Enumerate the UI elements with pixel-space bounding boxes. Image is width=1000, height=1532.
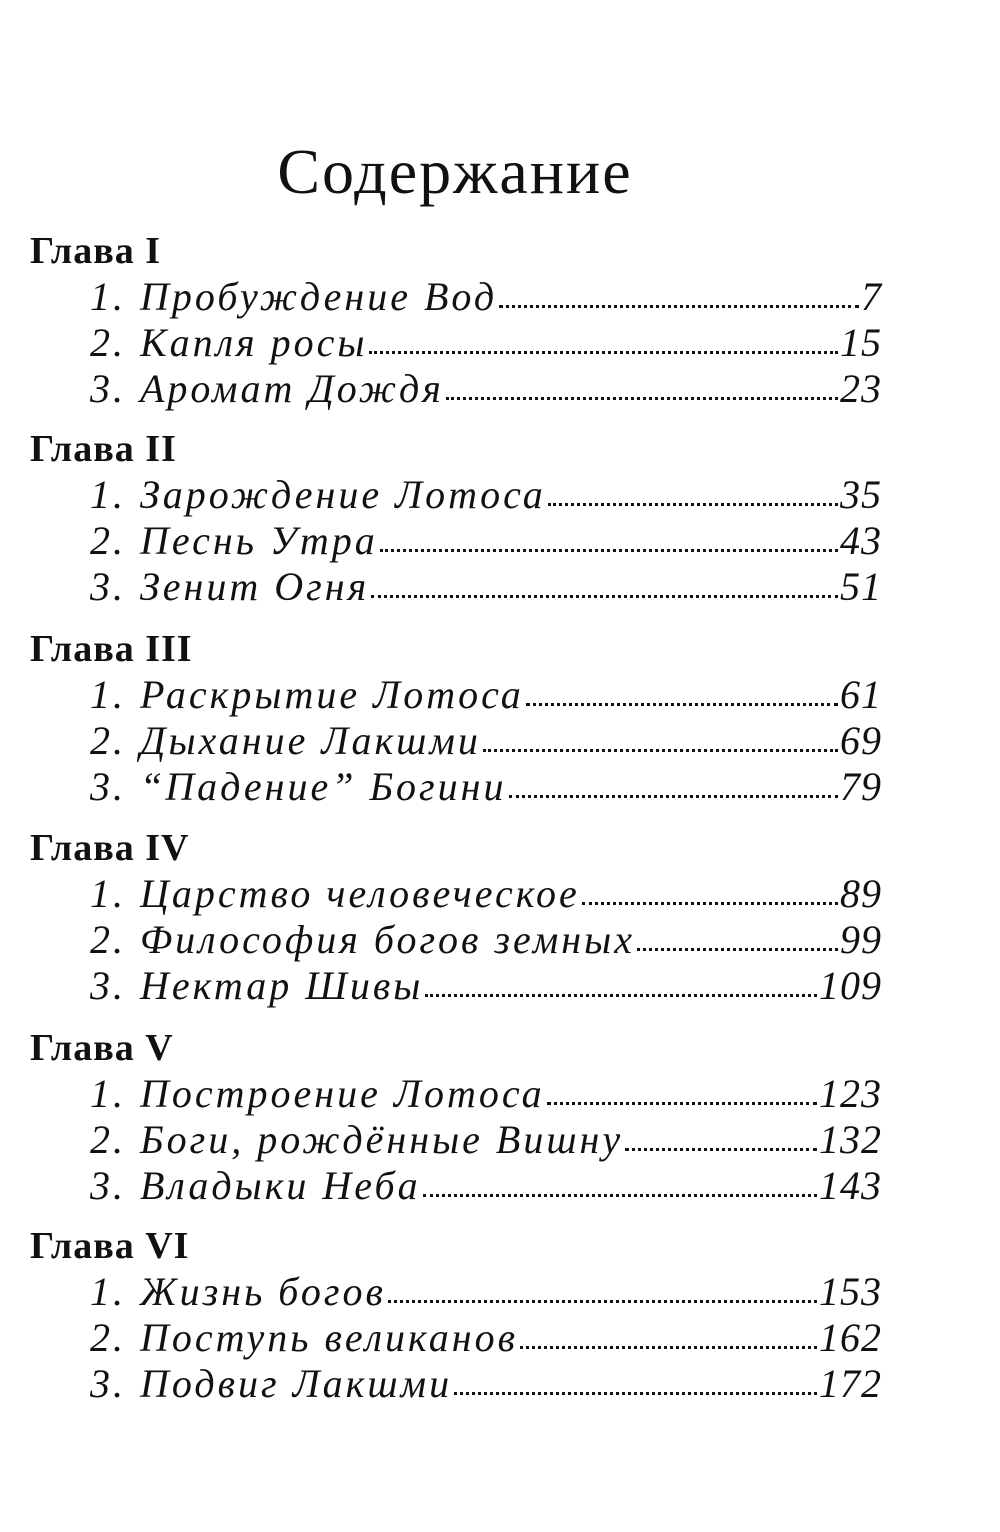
entry-title: Жизнь богов: [140, 1269, 386, 1314]
chapter-2: [30, 426, 890, 610]
entry-title: Зарождение Лотоса: [140, 472, 546, 517]
chapter-heading: Глава VI: [30, 1225, 190, 1267]
dot-leader: [526, 703, 838, 706]
dot-leader: [454, 1392, 817, 1395]
entry-title: Царство человеческое: [140, 871, 580, 916]
entry-number: 2.: [90, 518, 126, 563]
toc-entry[interactable]: [90, 564, 882, 610]
toc-entry[interactable]: [90, 1163, 882, 1209]
entry-title: Пробуждение Вод: [140, 274, 498, 319]
entry-number: 1.: [90, 472, 126, 517]
dot-leader: [371, 595, 838, 598]
dot-leader: [446, 397, 838, 400]
chapter-heading: Глава IV: [30, 827, 190, 869]
chapter-6: [30, 1223, 890, 1407]
dot-leader: [625, 1148, 817, 1151]
entry-number: 1.: [90, 1269, 126, 1314]
entry-page-number: 23: [840, 366, 882, 411]
dot-leader: [499, 305, 859, 308]
entry-page-number: 35: [840, 472, 882, 517]
dot-leader: [547, 1102, 817, 1105]
dot-leader: [548, 503, 838, 506]
entry-page-number: 79: [840, 764, 882, 809]
entry-title: Владыки Неба: [140, 1163, 421, 1208]
entry-number: 1.: [90, 274, 126, 319]
toc-entry[interactable]: [90, 1315, 882, 1361]
toc-entry[interactable]: [90, 366, 882, 412]
entry-page-number: 162: [819, 1315, 882, 1360]
entry-title: Капля росы: [140, 320, 368, 365]
page-title: Содержание: [277, 136, 633, 207]
entry-page-number: 69: [840, 718, 882, 763]
entry-page-number: 153: [819, 1269, 882, 1314]
entry-title: Нектар Шивы: [140, 963, 424, 1008]
toc-entry[interactable]: [90, 320, 882, 366]
toc-entry[interactable]: [90, 963, 882, 1009]
dot-leader: [425, 994, 817, 997]
entry-title: Построение Лотоса: [140, 1071, 545, 1116]
entry-title: Подвиг Лакшми: [140, 1361, 453, 1406]
toc-entry[interactable]: [90, 274, 882, 320]
entry-page-number: 43: [840, 518, 882, 563]
chapter-4: [30, 825, 890, 1009]
entry-number: 1.: [90, 672, 126, 717]
toc-entry[interactable]: [90, 1269, 882, 1315]
toc-entry[interactable]: [90, 718, 882, 764]
entry-title: Аромат Дождя: [140, 366, 444, 411]
entry-number: 1.: [90, 1071, 126, 1116]
dot-leader: [520, 1346, 817, 1349]
chapter-heading: Глава II: [30, 428, 177, 470]
entry-number: 3.: [90, 1361, 126, 1406]
dot-leader: [380, 549, 838, 552]
dot-leader: [423, 1194, 817, 1197]
entry-page-number: 99: [840, 917, 882, 962]
entry-page-number: 123: [819, 1071, 882, 1116]
entry-title: Дыхание Лакшми: [140, 718, 481, 763]
entry-number: 1.: [90, 871, 126, 916]
entry-page-number: 132: [819, 1117, 882, 1162]
entry-number: 3.: [90, 963, 126, 1008]
entry-page-number: 143: [819, 1163, 882, 1208]
dot-leader: [388, 1300, 817, 1303]
entry-number: 3.: [90, 564, 126, 609]
chapter-heading: Глава I: [30, 230, 162, 272]
toc-entry[interactable]: [90, 1117, 882, 1163]
chapter-3: [30, 626, 890, 810]
toc-entry[interactable]: [90, 917, 882, 963]
entry-number: 2.: [90, 1117, 126, 1162]
entry-number: 3.: [90, 1163, 126, 1208]
entry-title: Боги, рождённые Вишну: [140, 1117, 624, 1162]
entry-number: 2.: [90, 917, 126, 962]
entry-page-number: 7: [861, 274, 882, 319]
entry-page-number: 89: [840, 871, 882, 916]
dot-leader: [637, 948, 838, 951]
entry-title: Философия богов земных: [140, 917, 635, 962]
chapter-heading: Глава V: [30, 1027, 174, 1069]
dot-leader: [509, 795, 839, 798]
entry-number: 2.: [90, 1315, 126, 1360]
entry-page-number: 51: [840, 564, 882, 609]
entry-title: Песнь Утра: [140, 518, 378, 563]
entry-title: “Падение” Богини: [140, 764, 507, 809]
toc-entry[interactable]: [90, 472, 882, 518]
entry-page-number: 15: [840, 320, 882, 365]
dot-leader: [369, 351, 838, 354]
toc-entry[interactable]: [90, 764, 882, 810]
dot-leader: [483, 749, 838, 752]
dot-leader: [582, 902, 838, 905]
chapter-5: [30, 1025, 890, 1209]
entry-page-number: 109: [819, 963, 882, 1008]
toc-entry[interactable]: [90, 518, 882, 564]
entry-title: Зенит Огня: [140, 564, 370, 609]
entry-title: Поступь великанов: [140, 1315, 518, 1360]
entry-number: 2.: [90, 718, 126, 763]
entry-number: 2.: [90, 320, 126, 365]
entry-page-number: 172: [819, 1361, 882, 1406]
chapter-heading: Глава III: [30, 628, 193, 670]
toc-entry[interactable]: [90, 672, 882, 718]
chapter-1: [30, 228, 890, 412]
toc-entry[interactable]: [90, 1361, 882, 1407]
toc-entry[interactable]: [90, 871, 882, 917]
entry-number: 3.: [90, 764, 126, 809]
entry-title: Раскрытие Лотоса: [140, 672, 524, 717]
entry-number: 3.: [90, 366, 126, 411]
entry-page-number: 61: [840, 672, 882, 717]
toc-entry[interactable]: [90, 1071, 882, 1117]
